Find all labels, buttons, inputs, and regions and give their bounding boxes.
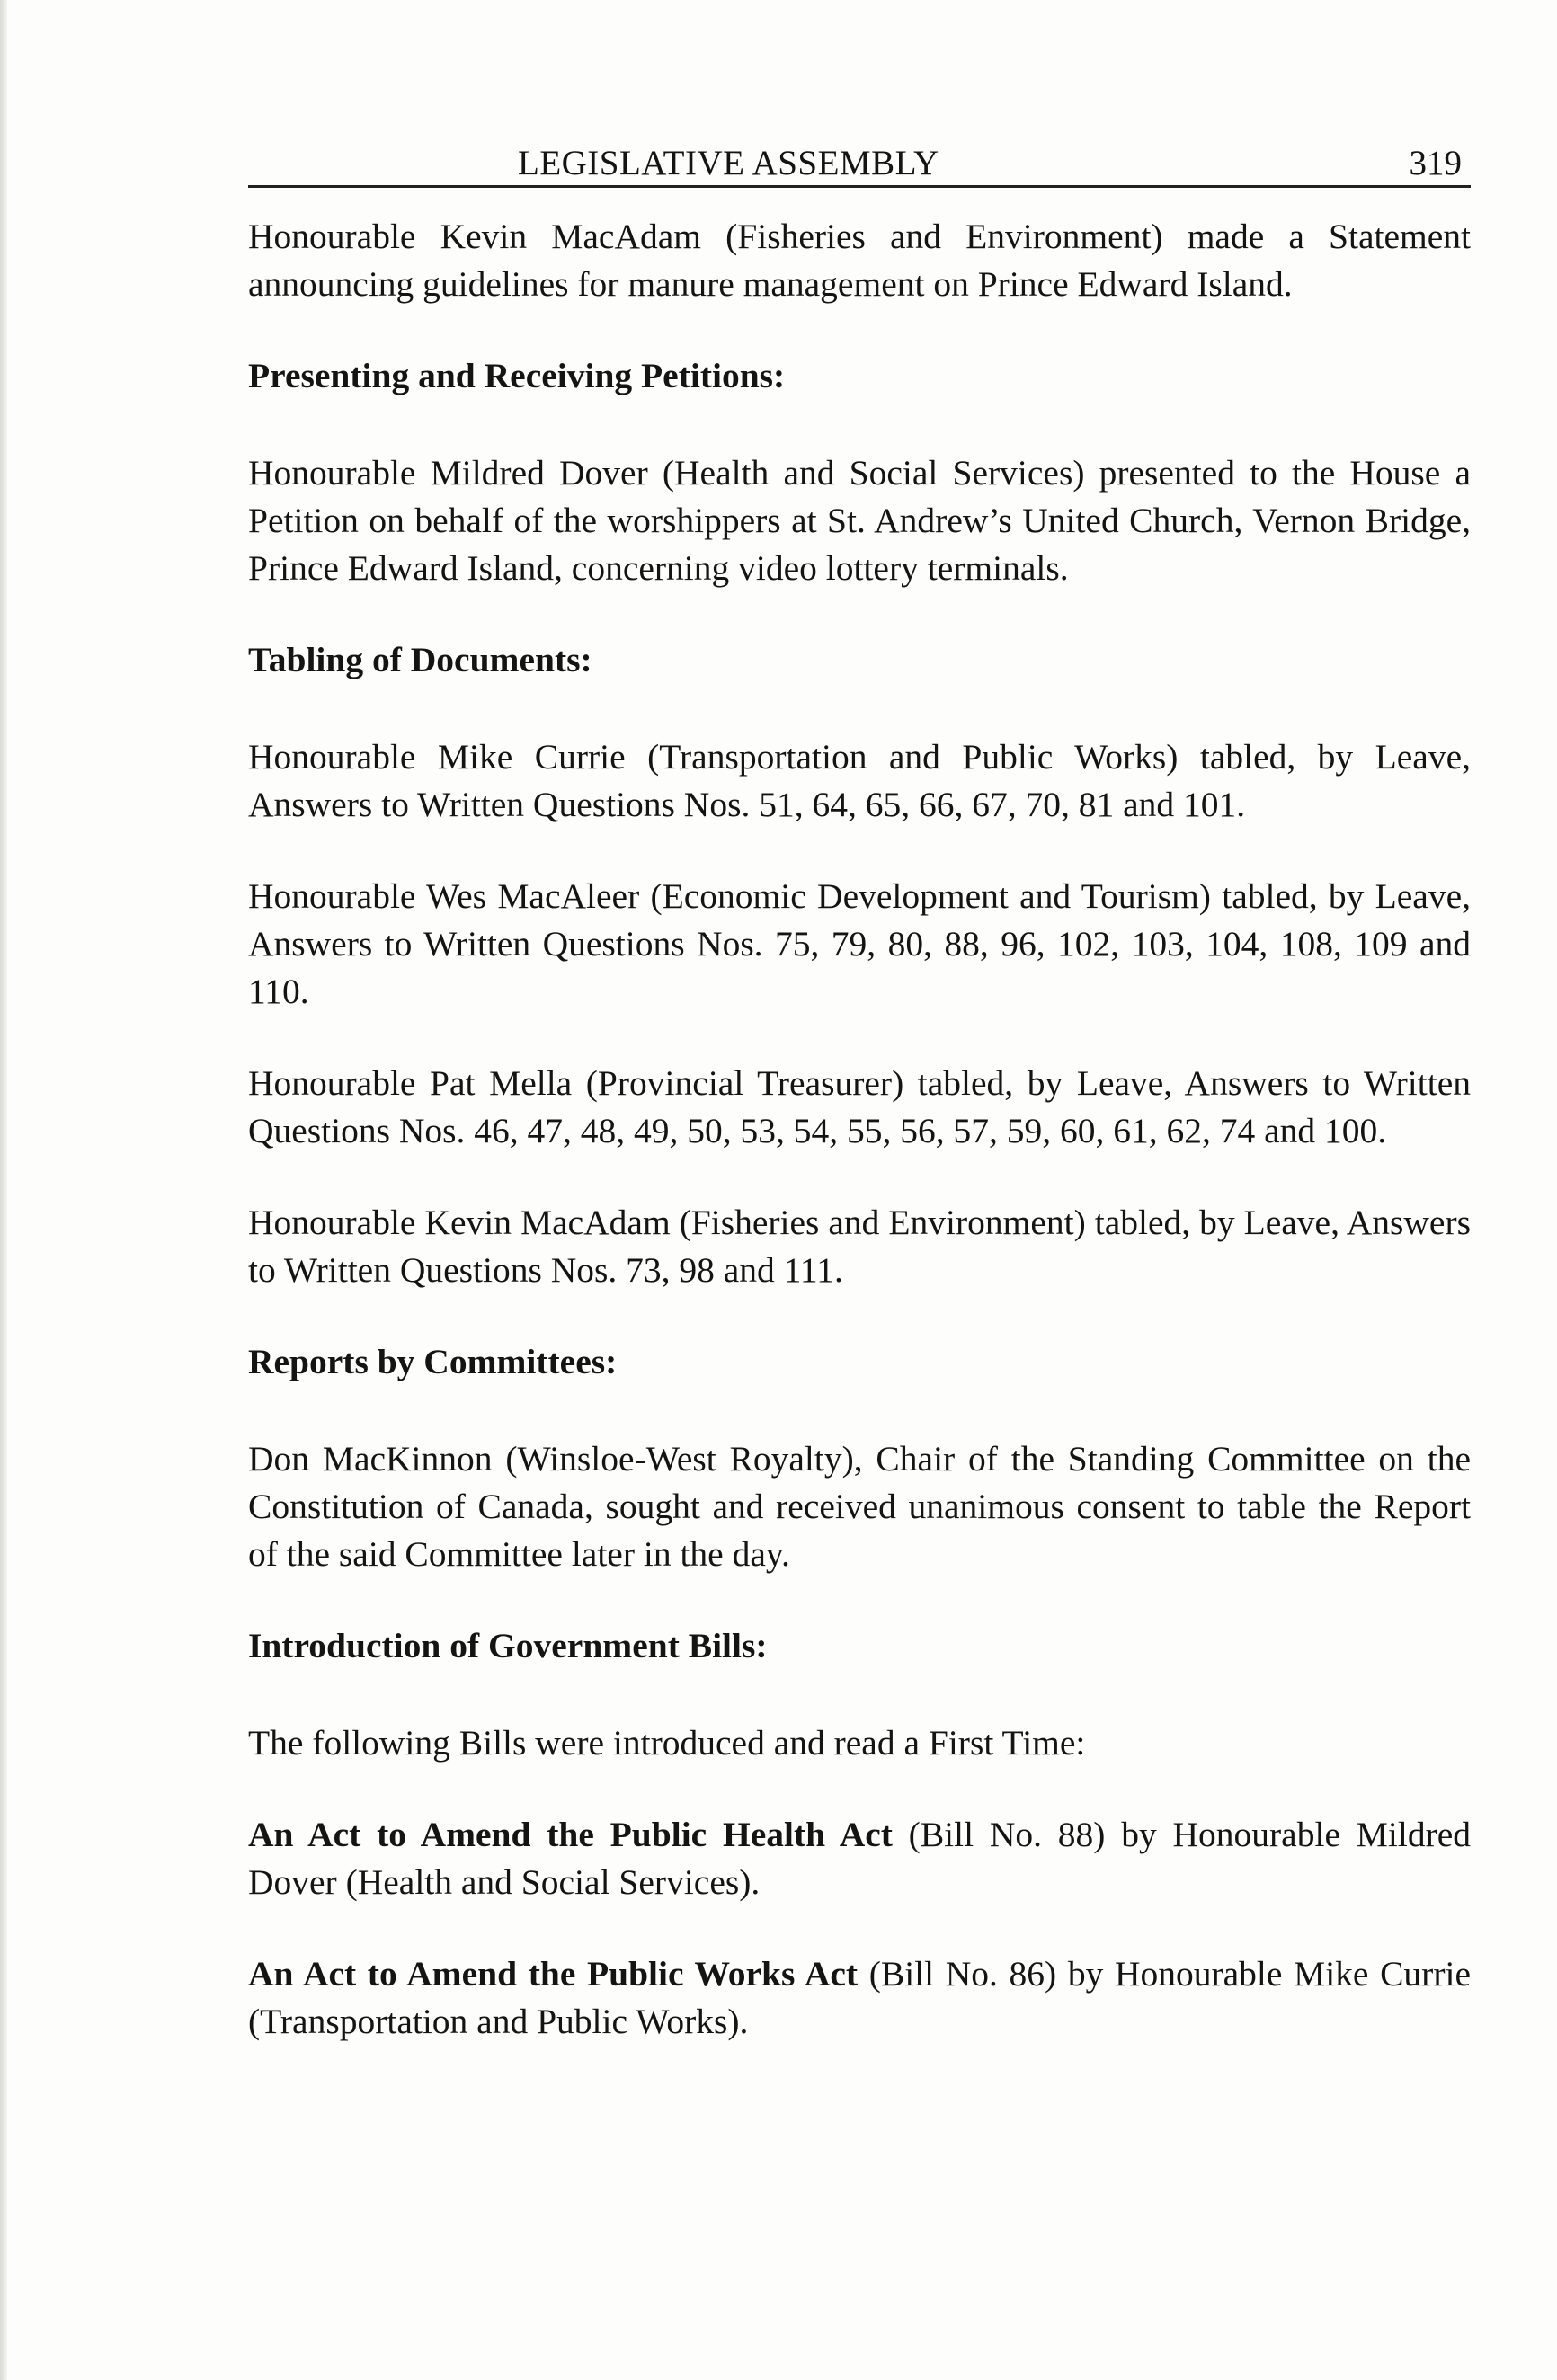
section-heading-reports: Reports by Committees: [248,1342,618,1381]
section-heading-tabling: Tabling of Documents: [248,640,592,679]
scan-edge [0,0,7,2380]
page-header [248,126,1471,188]
report-paragraph: Don MacKinnon (Winsloe-West Royalty), Chair of the Standing Committee on the Constitution of Canada, sought and received unanimous consent to table the Report of the said Committee later in the day. [248,1439,1471,1574]
bill-paragraph [248,1950,1471,2046]
page-number: 319 [1409,144,1462,182]
bill-title: An Act to Amend the Public Health Act [248,1815,893,1854]
journal-page [248,126,1471,2090]
section-heading-petitions: Presenting and Receiving Petitions: [248,356,786,395]
tabling-paragraph: Honourable Pat Mella (Provincial Treasurer) tabled, by Leave, Answers to Written Questions Nos. 46, 47, 48, 49, 50, 53, 54, 55, 56, 57, 59, 60, 61, 62, 74 and 100. [248,1063,1471,1150]
bills-intro: The following Bills were introduced and read a First Time: [248,1723,1086,1763]
page-body [248,213,1471,2046]
tabling-paragraph: Honourable Kevin MacAdam (Fisheries and Environment) tabled, by Leave, Answers to Written Questions Nos. 73, 98 and 111. [248,1203,1471,1290]
tabling-paragraph: Honourable Wes MacAleer (Economic Development and Tourism) tabled, by Leave, Answers to Written Questions Nos. 75, 79, 80, 88, 96, 102, 103, 104, 108, 109 and 110. [248,876,1471,1011]
petition-paragraph: Honourable Mildred Dover (Health and Social Services) presented to the House a Petition on behalf of the worshippers at St. Andrew’s United Church, Vernon Bridge, Prince Edward Island, concerning video lottery terminals. [248,453,1471,588]
bill-title: An Act to Amend the Public Works Act [248,1954,859,1994]
running-title: LEGISLATIVE ASSEMBLY [518,144,939,182]
statement-paragraph: Honourable Kevin MacAdam (Fisheries and Environment) made a Statement announcing guidelines for manure management on Prince Edward Island. [248,217,1471,304]
bill-details: (Bill No. 88) by Honourable Mildred Dover (Health and Social Services). [248,1815,1472,1902]
bill-paragraph [248,1811,1471,1906]
tabling-paragraph: Honourable Mike Currie (Transportation and Public Works) tabled, by Leave, Answers to Written Questions Nos. 51, 64, 65, 66, 67, 70, 81 and 101. [248,737,1471,824]
section-heading-bills: Introduction of Government Bills: [248,1626,768,1665]
bill-details: (Bill No. 86) by Honourable Mike Currie (Transportation and Public Works). [248,1954,1471,2041]
